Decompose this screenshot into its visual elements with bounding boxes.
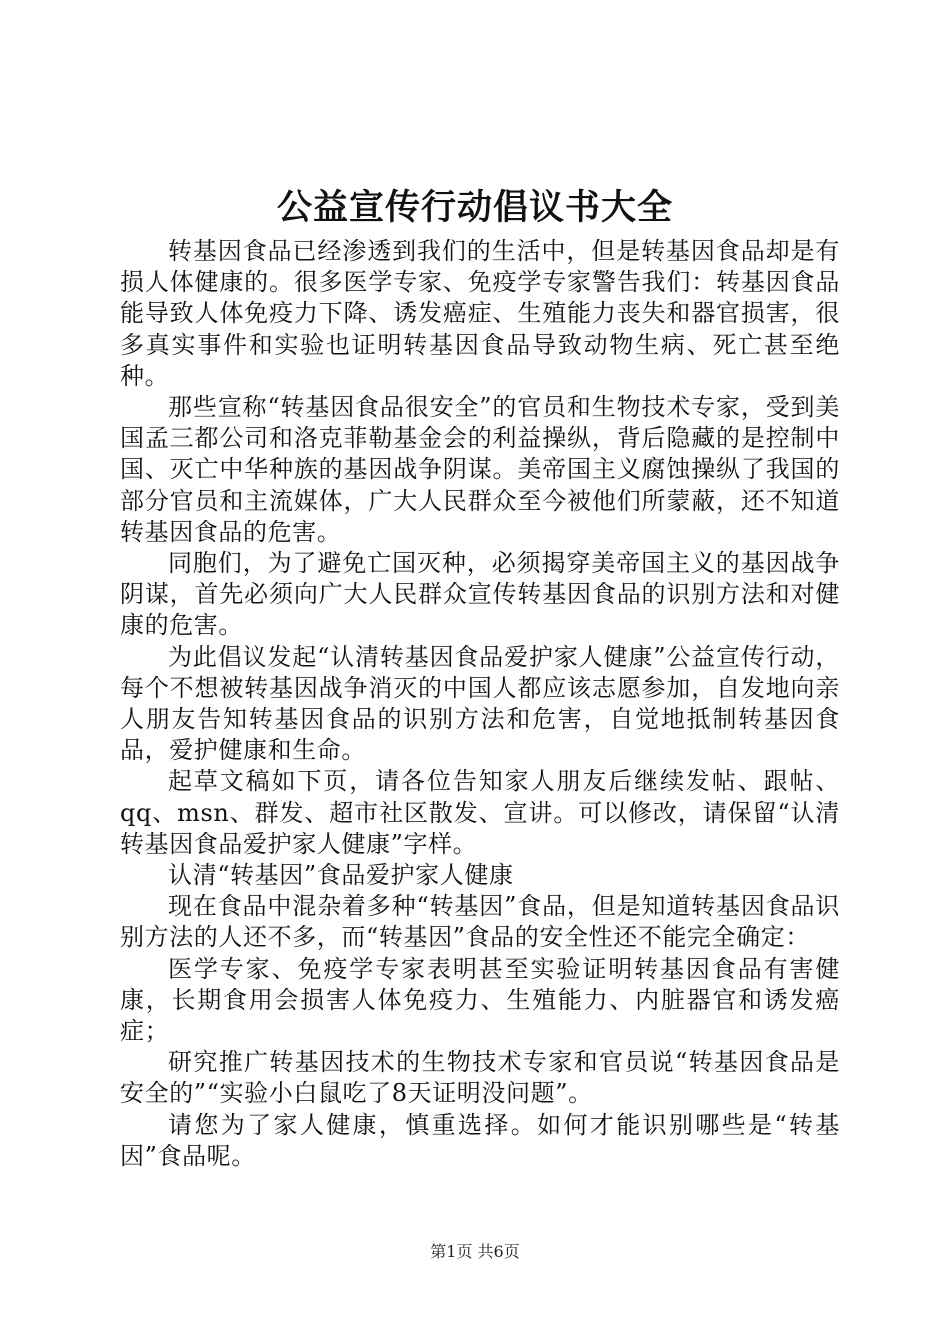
paragraph: 研究推广转基因技术的生物技术专家和官员说“转基因食品是安全的”“实验小白鼠吃了8天证明没问题”。 xyxy=(120,1048,840,1108)
paragraph: 现在食品中混杂着多种“转基因”食品，但是知道转基因食品识别方法的人还不多，而“转基因”食品的安全性还不能完全确定： xyxy=(120,892,840,952)
paragraph: 请您为了家人健康，慎重选择。如何才能识别哪些是“转基因”食品呢。 xyxy=(120,1110,840,1170)
paragraph: 起草文稿如下页，请各位告知家人朋友后继续发帖、跟帖、qq、msn、群发、超市社区散发、宣讲。可以修改，请保留“认清转基因食品爱护家人健康”字样。 xyxy=(120,767,840,858)
document-body xyxy=(120,236,840,1172)
paragraph: 那些宣称“转基因食品很安全”的官员和生物技术专家，受到美国孟三都公司和洛克菲勒基金会的利益操纵，背后隐藏的是控制中国、灭亡中华种族的基因战争阴谋。美帝国主义腐蚀操纵了我国的部分官员和主流媒体，广大人民群众至今被他们所蒙蔽，还不知道转基因食品的危害。 xyxy=(120,393,840,546)
paragraph: 转基因食品已经渗透到我们的生活中，但是转基因食品却是有损人体健康的。很多医学专家、免疫学专家警告我们：转基因食品能导致人体免疫力下降、诱发癌症、生殖能力丧失和器官损害，很多真实事件和实验也证明转基因食品导致动物生病、死亡甚至绝种。 xyxy=(120,237,840,390)
section-heading: 认清“转基因”食品爱护家人健康 xyxy=(168,861,514,890)
paragraph: 同胞们，为了避免亡国灭种，必须揭穿美帝国主义的基因战争阴谋，首先必须向广大人民群众宣传转基因食品的识别方法和对健康的危害。 xyxy=(120,549,840,640)
paragraph: 医学专家、免疫学专家表明甚至实验证明转基因食品有害健康，长期食用会损害人体免疫力、生殖能力、内脏器官和诱发癌症； xyxy=(120,954,840,1046)
page-footer: 第1页 共6页 xyxy=(430,1242,520,1261)
document-title: 公益宣传行动倡议书大全 xyxy=(276,188,673,228)
paragraph: 为此倡议发起“认清转基因食品爱护家人健康”公益宣传行动，每个不想被转基因战争消灭的中国人都应该志愿参加，自发地向亲人朋友告知转基因食品的识别方法和危害，自觉地抵制转基因食品，爱护健康和生命。 xyxy=(120,642,840,765)
